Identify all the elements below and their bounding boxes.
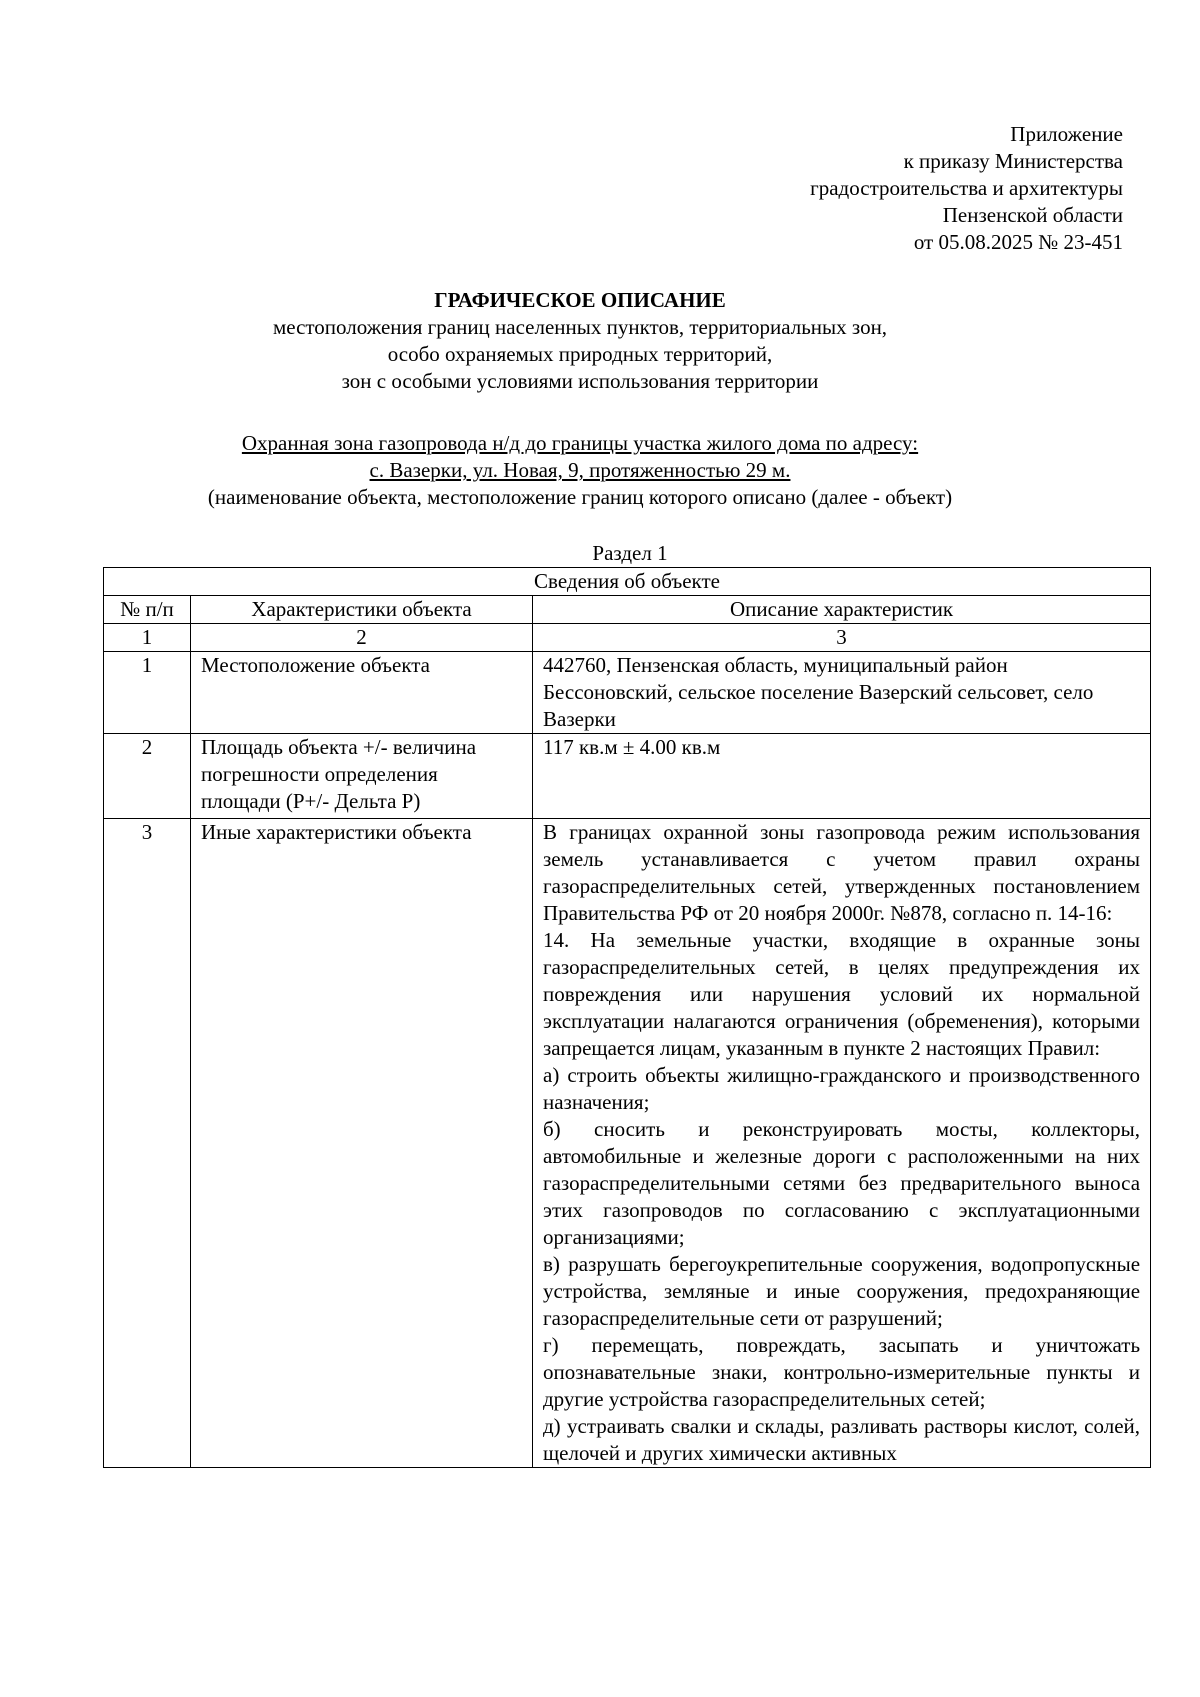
column-number-row (104, 624, 1151, 652)
section-label: Раздел 1 (592, 541, 668, 565)
object-name: с. Вазерки, ул. Новая, 9, протяженностью 29 м. (369, 458, 791, 482)
document-title: ГРАФИЧЕСКОЕ ОПИСАНИЕ (434, 288, 726, 312)
object-name-block (0, 430, 1160, 511)
document-subtitle: особо охраняемых природных территорий, (387, 342, 773, 366)
row-characteristic: Иные характеристики объекта (191, 819, 533, 1468)
description-paragraph: б) сносить и реконструировать мосты, коллекторы, автомобильные и железные дороги с расположенными на них газораспределительными сетями без предварительного выноса этих газопроводов по согласованию с эксплуатационными организациями; (543, 1117, 1141, 1249)
table-row (104, 819, 1151, 1468)
appendix-line: градостроительства и архитектуры (810, 176, 1123, 200)
row-description (533, 819, 1151, 1468)
heading-block (0, 287, 1160, 395)
header-cell: № п/п (104, 596, 191, 624)
table-header-row (104, 596, 1151, 624)
row-number: 2 (104, 734, 191, 819)
column-number-cell: 2 (191, 624, 533, 652)
description-paragraph: В границах охранной зоны газопровода режим использования земель устанавливается с учетом правил охраны газораспределительных сетей, утвержденных постановлением Правительства РФ от 20 ноября 2000г. №878, согласно п. 14-16: (543, 820, 1141, 925)
row-description: 442760, Пензенская область, муниципальный район Бессоновский, сельское поселение Вазерский сельсовет, село Вазерки (533, 652, 1151, 734)
appendix-line: Приложение (1010, 122, 1123, 146)
description-paragraph: г) перемещать, повреждать, засыпать и уничтожать опознавательные знаки, контрольно-измерительные пункты и другие устройства газораспределительных сетей; (543, 1333, 1141, 1411)
appendix-line: Пензенской области (942, 203, 1123, 227)
row-number: 1 (104, 652, 191, 734)
table-title: Сведения об объекте (104, 568, 1151, 596)
column-number-cell: 3 (533, 624, 1151, 652)
description-paragraph: д) устраивать свалки и склады, разливать растворы кислот, солей, щелочей и других химически активных (543, 1414, 1141, 1465)
object-name: Охранная зона газопровода н/д до границы участка жилого дома по адресу: (241, 431, 919, 455)
header-cell: Характеристики объекта (191, 596, 533, 624)
description-paragraph: а) строить объекты жилищно-гражданского и производственного назначения; (543, 1063, 1141, 1114)
document-subtitle: местоположения границ населенных пунктов, территориальных зон, (272, 315, 888, 339)
column-number-cell: 1 (104, 624, 191, 652)
table-row (104, 734, 1151, 819)
description-paragraph: 14. На земельные участки, входящие в охранные зоны газораспределительных сетей, в целях предупреждения их повреждения или нарушения условий их нормальной эксплуатации налагаются ограничения (обременения), которыми запрещается лицам, указанным в пункте 2 настоящих Правил: (543, 928, 1141, 1060)
appendix-line: от 05.08.2025 № 23-451 (913, 230, 1123, 254)
object-caption: (наименование объекта, местоположение границ которого описано (далее - объект) (207, 485, 953, 509)
row-characteristic: Местоположение объекта (191, 652, 533, 734)
row-number: 3 (104, 819, 191, 1468)
appendix-block (810, 121, 1123, 256)
row-description: 117 кв.м ± 4.00 кв.м (533, 734, 1151, 819)
description-paragraph: в) разрушать берегоукрепительные сооружения, водопропускные устройства, земляные и иные сооружения, предохраняющие газораспределительные сети от разрушений; (543, 1252, 1141, 1330)
appendix-line: к приказу Министерства (903, 149, 1123, 173)
header-cell: Описание характеристик (533, 596, 1151, 624)
table-row (104, 652, 1151, 734)
table-title-row (104, 568, 1151, 596)
row-characteristic: Площадь объекта +/- величина погрешности определения площади (P+/- Дельта P) (191, 734, 533, 819)
document-subtitle: зон с особыми условиями использования территории (341, 369, 819, 393)
object-info-table (103, 567, 1151, 1468)
